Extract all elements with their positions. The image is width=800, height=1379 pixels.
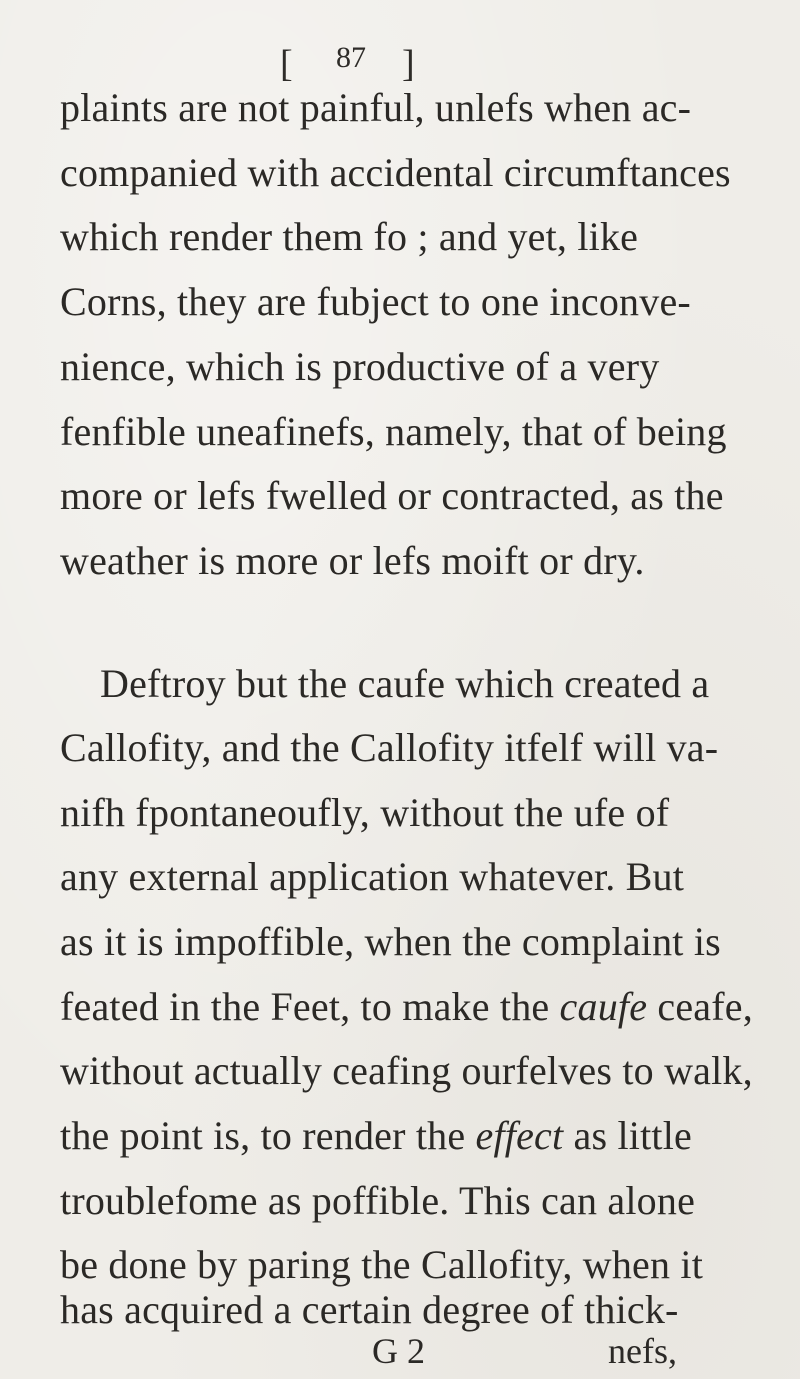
page-header (0, 40, 800, 88)
text-line: which render them fo ; and yet, like (60, 214, 639, 259)
header-bracket-open: [ (280, 43, 293, 85)
text-line: Corns, they are fubject to one inconve- (60, 279, 691, 324)
text-run: feated in the Feet, to make the (60, 984, 560, 1029)
text-line: has acquired a certain degree of thick- (60, 1287, 679, 1332)
catchword: nefs, (608, 1331, 677, 1371)
text-run: ceafe, (647, 984, 753, 1029)
text-line: any external application whatever. But (60, 854, 685, 899)
text-line: Deftroy but the caufe which created a (100, 661, 710, 706)
text-line: weather is more or lefs moift or dry. (60, 538, 645, 583)
text-line (60, 982, 760, 1032)
text-line: Callofity, and the Callofity itfelf will va- (60, 725, 719, 770)
header-bracket-close: ] (402, 43, 415, 85)
text-line: fenfible uneafinefs, namely, that of being (60, 409, 727, 454)
signature-mark: G 2 (372, 1331, 425, 1371)
text-line: nifh fpontaneoufly, without the ufe of (60, 790, 670, 835)
italic-word: effect (475, 1113, 564, 1158)
text-run: as little (563, 1113, 692, 1158)
text-line: more or lefs fwelled or contracted, as the (60, 473, 724, 518)
text-line: troublefome as poffible. This can alone (60, 1178, 696, 1223)
page-footer (0, 1328, 800, 1376)
text-line: be done by paring the Callofity, when it (60, 1242, 704, 1287)
text-run: the point is, to render the (60, 1113, 476, 1158)
italic-word: caufe (559, 984, 648, 1029)
text-line: companied with accidental circumftances (60, 150, 731, 195)
text-line: nience, which is productive of a very (60, 344, 660, 389)
text-line (60, 1111, 760, 1161)
text-line: plaints are not painful, unlefs when ac- (60, 85, 692, 130)
page-number: 87 (336, 41, 366, 74)
text-line: without actually ceafing ourfelves to walk, (60, 1048, 753, 1093)
text-line: as it is impoffible, when the complaint is (60, 919, 721, 964)
